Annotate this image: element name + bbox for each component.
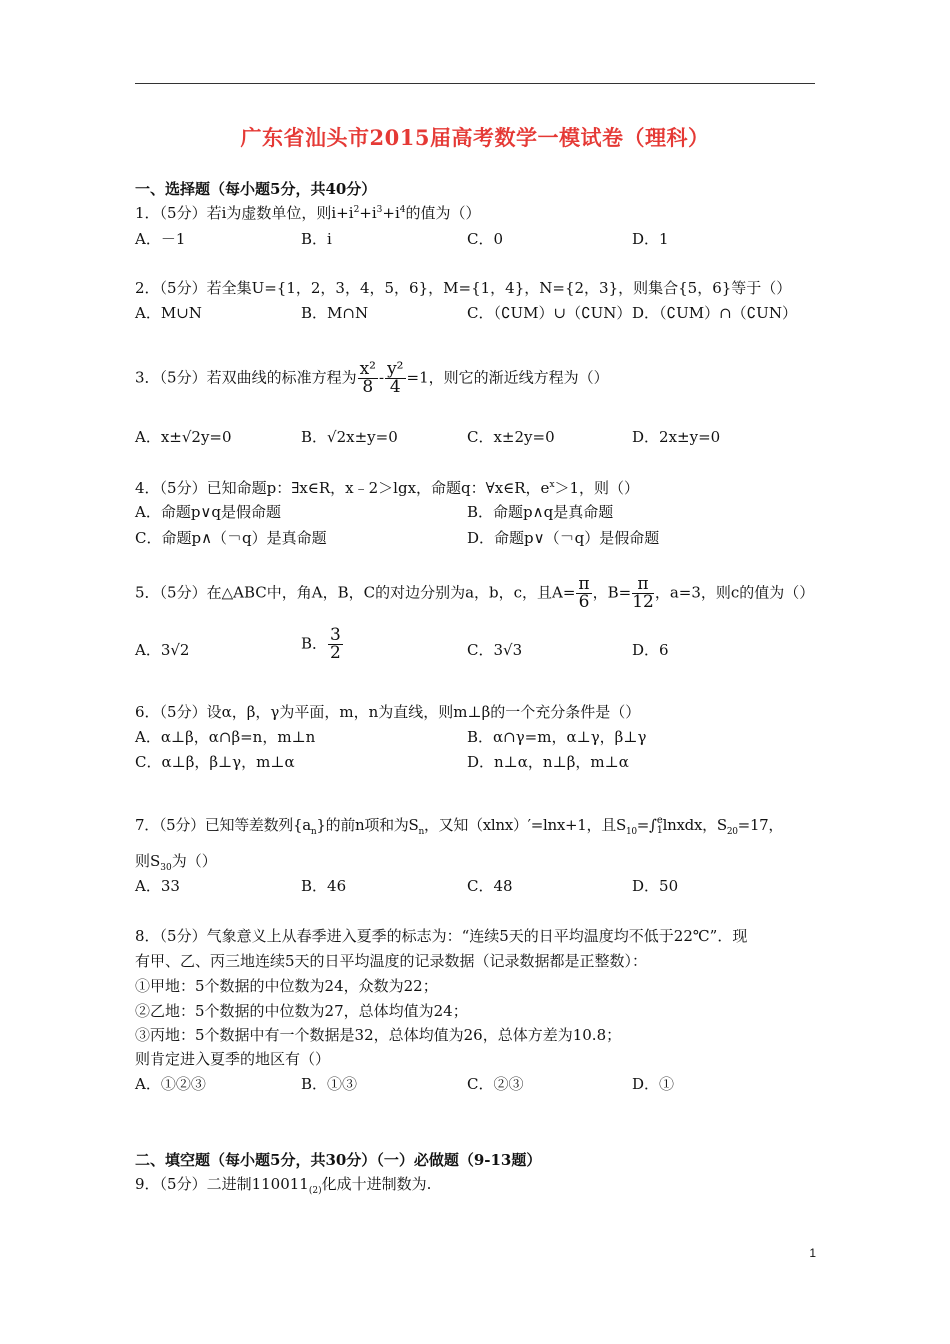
question-8-option-a: A．①②③ <box>135 1075 206 1093</box>
question-9-stem: 9．（5分）二进制$110011_{(2)}$化成十进制数为. <box>135 1175 432 1196</box>
question-6-option-a: A．α⊥β，α∩β=n，m⊥n <box>135 728 316 746</box>
question-7-stem: 7．（5分）已知等差数列$\{a_n\}$的前n项和为$S_n$，又知（xlnx）′=lnx+1，且$S_{10}=\int$ e 1 lnxdx，$S_{20}=17$， <box>135 815 784 837</box>
question-8-line-1: 8．（5分）气象意义上从春季进入夏季的标志为：“连续5天的日平均温度均不低于22℃”．现 <box>135 927 748 945</box>
question-4-option-b: B．命题p∧q是真命题 <box>467 503 614 521</box>
question-8-line-2: 有甲、乙、丙三地连续5天的日平均温度的记录数据（记录数据都是正整数）： <box>135 952 648 970</box>
question-8-option-d: D．① <box>632 1075 675 1093</box>
question-5-option-d: D．6 <box>632 641 669 659</box>
question-2-stem: 2．（5分）若全集U={1，2，3，4，5，6}，M={1，4}，N={2，3}，则集合{5，6}等于（） <box>135 279 792 297</box>
question-2-option-a: A．M∪N <box>135 304 202 322</box>
fraction-pi-over-6: $\frac{\pi}{6}$ <box>578 574 590 612</box>
question-4-stem: 4．（5分）已知命题p：∃x∈R，x﹣2＞lgx，命题q：∀x∈R，$e^x>1$，则（） <box>135 479 640 497</box>
question-3-option-c: C．x±2y=0 <box>467 428 555 446</box>
question-3-option-d: D．2x±y=0 <box>632 428 721 446</box>
question-3-option-a: A．x±√2y=0 <box>135 428 232 446</box>
question-8-line-5: ③丙地：5个数据中有一个数据是32，总体均值为26，总体方差为10.8； <box>135 1026 622 1044</box>
section-choice-heading: 一、选择题（每小题5分，共40分） <box>135 180 377 198</box>
question-3-stem: 3．（5分）若双曲线的标准方程为 $\frac{\text{x²}}{8}$ - $\frac{\text{y²}}{4}$ =1，则它的渐近线方程为（） <box>135 359 609 397</box>
question-3-option-b: B．√2x±y=0 <box>301 428 398 446</box>
question-5-option-a: A．3√2 <box>135 641 190 659</box>
question-5-stem: 5．（5分）在△ABC中，角A，B，C的对边分别为a，b，c，且A= $\frac{\pi}{6}$ ，B= $\frac{\pi}{12}$ ，a=3，则c的值为（） <box>135 574 815 612</box>
fraction-pi-over-12: $\frac{\pi}{12}$ <box>632 574 654 612</box>
question-8-line-3: ①甲地：5个数据的中位数为24，众数为22； <box>135 977 438 995</box>
question-7-option-d: D．50 <box>632 877 679 895</box>
question-7-option-a: A．33 <box>135 877 180 895</box>
question-6-option-b: B．α∩γ=m，α⊥γ，β⊥γ <box>467 728 647 746</box>
question-4-option-a: A．命题p∨q是假命题 <box>135 503 282 521</box>
section-fill-heading: 二、填空题（每小题5分，共30分）（一）必做题（9-13题） <box>135 1151 542 1169</box>
question-8-line-6: 则肯定进入夏季的地区有（） <box>135 1050 331 1068</box>
page-title: 广东省汕头市2015届高考数学一模试卷（理科） <box>240 125 710 150</box>
question-7-option-b: B．46 <box>301 877 347 895</box>
question-1-option-b: B．i <box>301 230 332 248</box>
question-8-option-b: B．①③ <box>301 1075 358 1093</box>
question-4-option-c: C．命题p∧（￢q）是真命题 <box>135 529 327 547</box>
question-5-option-c: C．3√3 <box>467 641 523 659</box>
page-number: 1 <box>809 1246 816 1260</box>
question-7-stem-line2: 则$S_{30}$为（） <box>135 852 217 873</box>
question-7-option-c: C．48 <box>467 877 513 895</box>
question-2-option-c: C．（∁UM）∪（∁UN） <box>467 304 632 322</box>
integral-limits: e 1 <box>656 815 663 836</box>
header-rule <box>135 83 815 84</box>
question-8-line-4: ②乙地：5个数据的中位数为27，总体均值为24； <box>135 1002 468 1020</box>
question-1-option-d: D．1 <box>632 230 669 248</box>
question-8-option-c: C．②③ <box>467 1075 524 1093</box>
fraction-y2-over-4: $\frac{\text{y²}}{4}$ <box>387 359 404 397</box>
question-5-option-b: B． $\frac{3}{2}$ <box>301 625 341 663</box>
question-2-option-b: B．M∩N <box>301 304 369 322</box>
fraction-x2-over-8: $\frac{\text{x²}}{8}$ <box>359 359 376 397</box>
question-4-option-d: D．命题p∨（￢q）是假命题 <box>467 529 660 547</box>
question-6-stem: 6．（5分）设α，β，γ为平面，m，n为直线，则m⊥β的一个充分条件是（） <box>135 703 641 721</box>
question-1-stem: 1．（5分）若i为虚数单位，则$i+i^2+i^3+i^4$的值为（） <box>135 204 481 222</box>
fraction-3-over-2: $\frac{3}{2}$ <box>330 625 341 663</box>
question-1-option-a: A．－1 <box>135 230 186 248</box>
question-6-option-c: C．α⊥β，β⊥γ，m⊥α <box>135 753 295 771</box>
question-2-option-d: D．（∁UM）∩（∁UN） <box>632 304 797 322</box>
question-6-option-d: D．n⊥α，n⊥β，m⊥α <box>467 753 629 771</box>
question-1-option-c: C．0 <box>467 230 504 248</box>
